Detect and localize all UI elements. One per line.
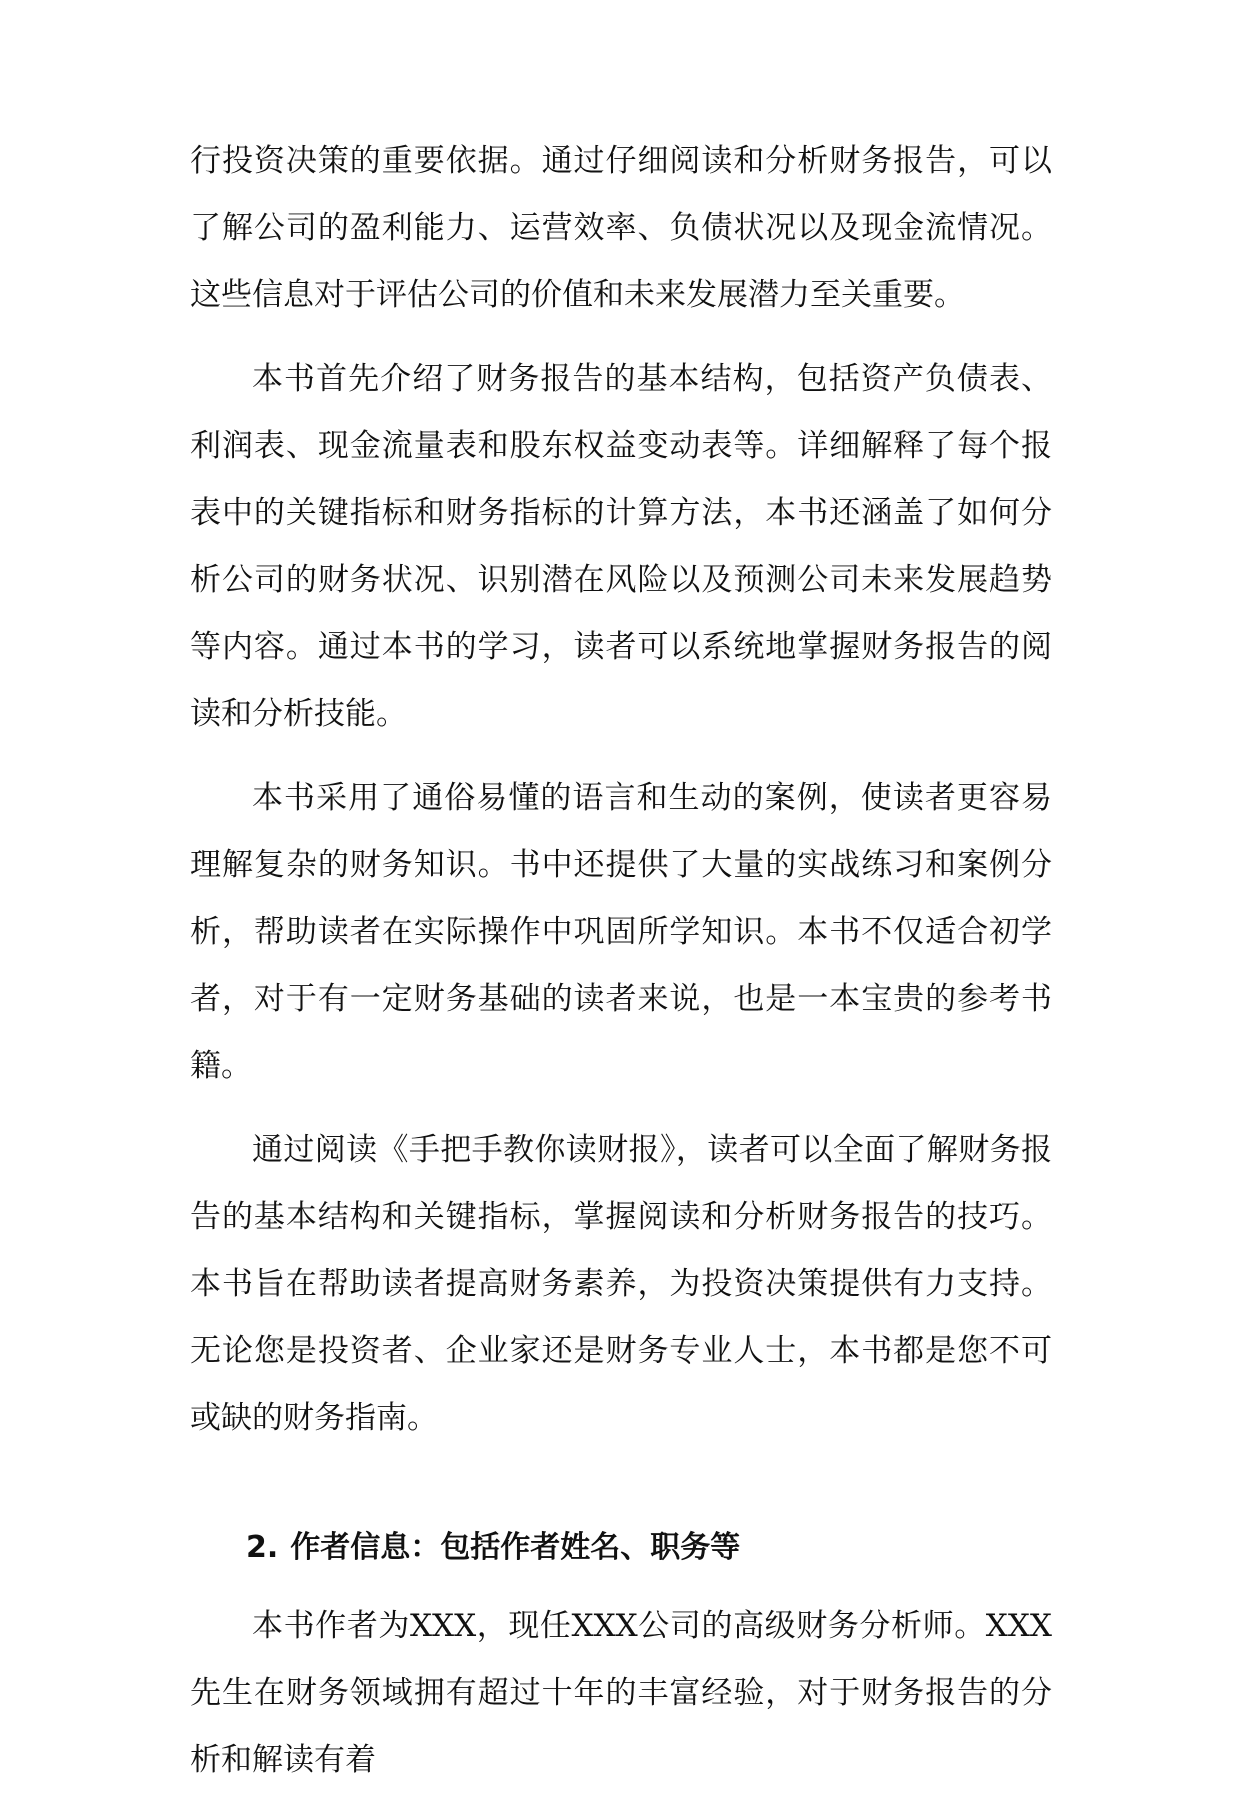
paragraph-intro-continued: 行投资决策的重要依据。通过仔细阅读和分析财务报告，可以了解公司的盈利能力、运营效率、负债状况以及现金流情况。这些信息对于评估公司的价值和未来发展潜力至关重要。 <box>190 143 1052 313</box>
section-title: 作者信息：包括作者姓名、职务等 <box>290 1530 741 1565</box>
document-page <box>190 128 1052 1794</box>
paragraph-book-style: 本书采用了通俗易懂的语言和生动的案例，使读者更容易理解复杂的财务知识。书中还提供了大量的实战练习和案例分析，帮助读者在实际操作中巩固所学知识。本书不仅适合初学者，对于有一定财务基础的读者来说，也是一本宝贵的参考书籍。 <box>190 780 1052 1084</box>
paragraph-book-summary: 通过阅读《手把手教你读财报》，读者可以全面了解财务报告的基本结构和关键指标，掌握阅读和分析财务报告的技巧。本书旨在帮助读者提高财务素养，为投资决策提供有力支持。无论您是投资者、企业家还是财务专业人士，本书都是您不可或缺的财务指南。 <box>190 1132 1052 1436</box>
paragraph-book-structure: 本书首先介绍了财务报告的基本结构，包括资产负债表、利润表、现金流量表和股东权益变动表等。详细解释了每个报表中的关键指标和财务指标的计算方法，本书还涵盖了如何分析公司的财务状况、识别潜在风险以及预测公司未来发展趋势等内容。通过本书的学习，读者可以系统地掌握财务报告的阅读和分析技能。 <box>190 361 1052 732</box>
paragraph-author: 本书作者为XXX，现任XXX公司的高级财务分析师。XXX先生在财务领域拥有超过十年的丰富经验，对于财务报告的分析和解读有着 <box>190 1608 1052 1778</box>
section-heading-author-info <box>190 1514 1052 1581</box>
section-number: 2. <box>246 1530 279 1565</box>
